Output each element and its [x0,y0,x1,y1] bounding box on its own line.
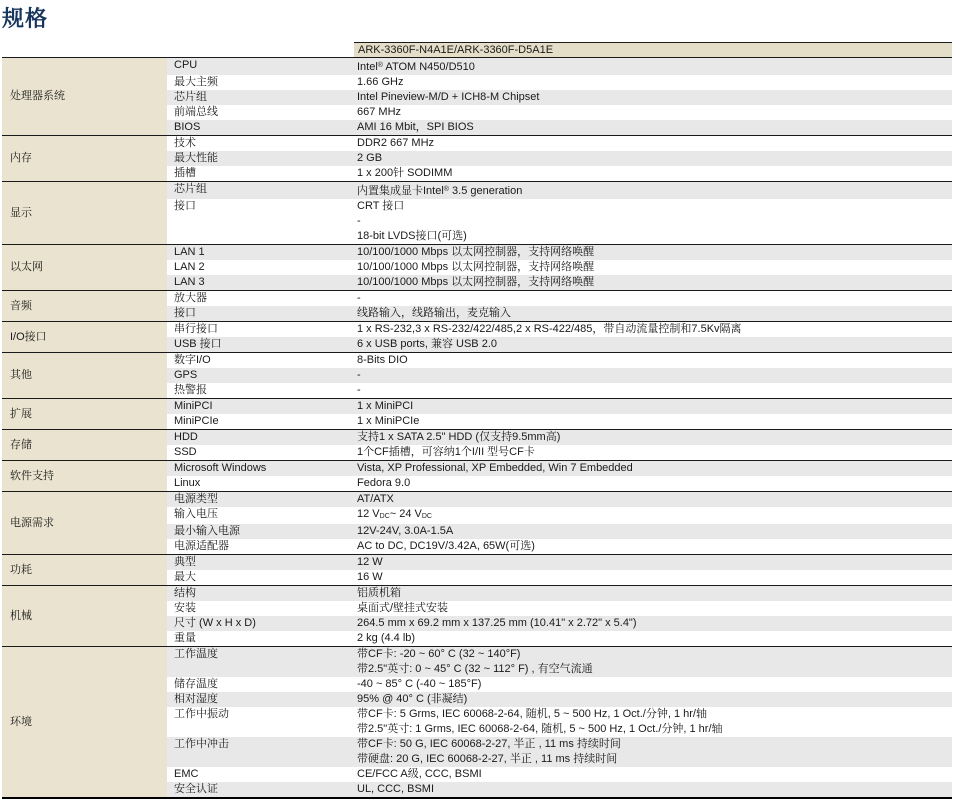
category-cell: 功耗 [2,555,167,585]
spec-row [167,291,952,306]
spec-table-header-row [2,42,952,58]
spec-row [167,105,952,120]
spec-value-line: 1 x 200针 SODIMM [357,167,453,179]
spec-value [354,461,952,476]
spec-value-line: 桌面式/壁挂式安装 [357,602,449,614]
category-cell: 电源需求 [2,492,167,554]
spec-section-1 [2,136,952,182]
spec-row [167,555,952,570]
spec-value [354,291,952,306]
spec-value-line: CRT 接口 [357,200,405,212]
spec-label: HDD [174,431,198,443]
spec-label: Linux [174,477,201,489]
category-cell: 其他 [2,353,167,398]
spec-row [167,322,952,337]
spec-value [354,306,952,321]
spec-value-line: - [357,215,361,227]
spec-label: 最小输入电源 [174,525,240,537]
spec-section-11 [2,555,952,586]
spec-value [354,182,952,199]
spec-value [354,677,952,692]
spec-section-12 [2,586,952,647]
spec-value-line: 1个CF插槽，可容纳1个I/II 型号CF卡 [357,446,535,458]
category-cell: I/O接口 [2,322,167,352]
spec-row [167,199,952,244]
spec-value-line: 带2.5"英寸: 1 Grms, IEC 60068-2-64, 随机, 5 ~ 500 Hz, 1 Oct./分钟, 1 hr/轴 [357,723,723,735]
spec-row [167,539,952,554]
spec-row [167,601,952,616]
spec-value [354,782,952,797]
spec-value [354,616,952,631]
section-rows [167,245,952,290]
spec-label: 相对湿度 [174,693,218,705]
spec-label: LAN 3 [174,276,205,288]
spec-value [354,368,952,383]
spec-value-line: 1 x RS-232,3 x RS-232/422/485,2 x RS-422/485，带自动流量控制和7.5Kv隔离 [357,323,742,335]
spec-row [167,166,952,181]
spec-label: MiniPCIe [174,415,219,427]
section-rows [167,647,952,797]
spec-value [354,539,952,554]
spec-row [167,383,952,398]
spec-value [354,737,952,767]
spec-value [354,647,952,677]
category-cell: 处理器系统 [2,58,167,135]
spec-table-body [2,58,952,799]
spec-value-line: AT/ATX [357,493,394,505]
spec-value-line: AMI 16 Mbit，SPI BIOS [357,121,474,133]
category-cell: 音频 [2,291,167,321]
spec-value [354,555,952,570]
spec-row [167,275,952,290]
section-rows [167,322,952,352]
spec-value-line: 12 W [357,556,383,568]
spec-value-line: 10/100/1000 Mbps 以太网控制器，支持网络唤醒 [357,261,595,273]
spec-value-line: 6 x USB ports, 兼容 USB 2.0 [357,338,497,350]
spec-label: CPU [174,59,198,71]
spec-label: 芯片组 [174,91,207,103]
spec-value-line: - [357,384,361,396]
spec-section-7 [2,399,952,430]
spec-row [167,507,952,524]
category-cell: 环境 [2,647,167,797]
spec-label: SSD [174,446,197,458]
spec-value [354,105,952,120]
spec-value [354,414,952,429]
spec-label: 芯片组 [174,183,207,195]
spec-value-line: Vista, XP Professional, XP Embedded, Win 7 Embedded [357,462,633,474]
spec-value-line: 12V-24V, 3.0A-1.5A [357,525,454,537]
spec-label: 结构 [174,587,196,599]
spec-value [354,275,952,290]
spec-label: 接口 [174,307,196,319]
spec-value [354,245,952,260]
spec-row [167,492,952,507]
spec-row [167,151,952,166]
category-cell: 存储 [2,430,167,460]
spec-value-line: AC to DC, DC19V/3.42A, 65W(可选) [357,540,535,552]
spec-value [354,707,952,737]
spec-label: 串行接口 [174,323,218,335]
spec-value [354,445,952,460]
spec-value [354,90,952,105]
spec-value [354,767,952,782]
spec-section-10 [2,492,952,555]
spec-label: USB 接口 [174,338,222,350]
section-rows [167,430,952,460]
spec-row [167,414,952,429]
spec-row [167,767,952,782]
spec-row [167,647,952,677]
spec-row [167,58,952,75]
category-cell: 内存 [2,136,167,181]
spec-value [354,430,952,445]
spec-value-line: Intel® ATOM N450/D510 [357,61,475,73]
spec-value [354,353,952,368]
spec-value-line: 带CF卡: 5 Grms, IEC 60068-2-64, 随机, 5 ~ 500 Hz, 1 Oct./分钟, 1 hr/轴 [357,708,707,720]
spec-value [354,199,952,244]
spec-value-line: 12 $V_{DC}\sim$ 24 $V_{DC}$ [357,508,432,520]
spec-value [354,601,952,616]
section-rows [167,291,952,321]
spec-row [167,75,952,90]
header-spacer [2,42,354,57]
spec-value-line: 1 x MiniPCIe [357,415,420,427]
spec-value [354,524,952,539]
spec-value-line: 带CF卡: -20 ~ 60° C (32 ~ 140°F) [357,648,521,660]
spec-label: EMC [174,768,199,780]
spec-section-8 [2,430,952,461]
category-cell: 以太网 [2,245,167,290]
spec-row [167,782,952,797]
spec-row [167,737,952,767]
spec-value-line: 2 kg (4.4 lb) [357,632,416,644]
spec-row [167,136,952,151]
spec-label: 技术 [174,137,196,149]
spec-label: GPS [174,369,198,381]
spec-value-line: 667 MHz [357,106,402,118]
spec-label: 热警报 [174,384,207,396]
spec-row [167,260,952,275]
spec-label: 电源类型 [174,493,218,505]
spec-row [167,631,952,646]
spec-value-line: 内置集成显卡Intel® 3.5 generation [357,185,523,197]
spec-row [167,182,952,199]
spec-value [354,322,952,337]
spec-section-5 [2,322,952,353]
spec-value-line: Fedora 9.0 [357,477,411,489]
section-rows [167,461,952,491]
spec-value-line: 带CF卡: 50 G, IEC 60068-2-27, 半正 , 11 ms 持续时间 [357,738,621,750]
spec-label: 插槽 [174,167,196,179]
spec-value [354,476,952,491]
spec-row [167,476,952,491]
section-rows [167,182,952,244]
spec-section-6 [2,353,952,399]
category-cell: 软件支持 [2,461,167,491]
spec-value [354,136,952,151]
spec-label: 安全认证 [174,783,218,795]
spec-value [354,383,952,398]
spec-value-line: 264.5 mm x 69.2 mm x 137.25 mm (10.41" x 2.72" x 5.4") [357,617,637,629]
spec-value [354,260,952,275]
spec-value-line: 带硬盘: 20 G, IEC 60068-2-27, 半正 , 11 ms 持续时间 [357,753,618,765]
spec-value [354,151,952,166]
spec-value [354,75,952,90]
spec-label: LAN 2 [174,261,205,273]
spec-row [167,461,952,476]
section-rows [167,399,952,429]
section-rows [167,492,952,554]
section-rows [167,586,952,646]
spec-value-line: 1.66 GHz [357,76,404,88]
spec-label: 重量 [174,632,196,644]
spec-value-line: 10/100/1000 Mbps 以太网控制器，支持网络唤醒 [357,276,595,288]
spec-value [354,492,952,507]
spec-section-3 [2,245,952,291]
spec-label: 接口 [174,200,196,212]
spec-row [167,120,952,135]
spec-value [354,166,952,181]
spec-value-line: 带2.5"英寸: 0 ~ 45° C (32 ~ 112° F) , 有空气流通 [357,663,593,675]
spec-value-line: -40 ~ 85° C (-40 ~ 185°F) [357,678,482,690]
category-cell: 扩展 [2,399,167,429]
spec-label: BIOS [174,121,201,133]
spec-label: 放大器 [174,292,207,304]
spec-section-13 [2,647,952,799]
spec-row [167,430,952,445]
category-cell: 机械 [2,586,167,646]
spec-label: 工作温度 [174,648,218,660]
spec-row [167,90,952,105]
section-rows [167,555,952,585]
spec-row [167,586,952,601]
spec-label: 储存温度 [174,678,218,690]
spec-section-2 [2,182,952,245]
spec-row [167,570,952,585]
spec-row [167,692,952,707]
spec-table [2,42,952,799]
spec-value [354,58,952,75]
spec-label: 工作中振动 [174,708,229,720]
spec-label: 数字I/O [174,354,211,366]
spec-value-line: DDR2 667 MHz [357,137,435,149]
section-rows [167,58,952,135]
spec-row [167,306,952,321]
spec-label: LAN 1 [174,246,205,258]
section-rows [167,136,952,181]
spec-value [354,586,952,601]
spec-section-0 [2,58,952,136]
spec-label: Microsoft Windows [174,462,267,474]
spec-value-line: 支持1 x SATA 2.5" HDD (仅支持9.5mm高) [357,431,561,443]
spec-value-line: - [357,369,361,381]
spec-value [354,570,952,585]
spec-value-line: 8-Bits DIO [357,354,408,366]
spec-row [167,677,952,692]
spec-row [167,445,952,460]
spec-value [354,631,952,646]
spec-row [167,399,952,414]
spec-label: 安装 [174,602,196,614]
spec-value [354,337,952,352]
spec-value-line: 10/100/1000 Mbps 以太网控制器，支持网络唤醒 [357,246,595,258]
spec-value-line: 2 GB [357,152,383,164]
spec-value-line: Intel Pineview-M/D + ICH8-M Chipset [357,91,540,103]
spec-label: 输入电压 [174,508,218,520]
spec-label: 工作中冲击 [174,738,229,750]
spec-value-line: UL, CCC, BSMI [357,783,435,795]
spec-section-4 [2,291,952,322]
page-title: 规格 [2,6,49,31]
spec-row [167,707,952,737]
spec-value-line: 18-bit LVDS接口(可选) [357,230,467,242]
spec-row [167,245,952,260]
spec-value-line: 16 W [357,571,383,583]
spec-label: MiniPCI [174,400,213,412]
spec-value [354,399,952,414]
spec-section-9 [2,461,952,492]
spec-value-line: 95% @ 40° C (非凝结) [357,693,468,705]
spec-row [167,353,952,368]
product-model-header: ARK-3360F-N4A1E/ARK-3360F-D5A1E [354,42,952,57]
spec-label: 最大主频 [174,76,218,88]
spec-label: 典型 [174,556,196,568]
spec-value [354,692,952,707]
spec-label: 最大 [174,571,196,583]
spec-label: 最大性能 [174,152,218,164]
spec-label: 前端总线 [174,106,218,118]
spec-value [354,120,952,135]
spec-label: 尺寸 (W x H x D) [174,617,256,629]
spec-value [354,507,952,524]
spec-value-line: CE/FCC A级, CCC, BSMI [357,768,482,780]
spec-value-line: 铝质机箱 [357,587,401,599]
spec-value-line: - [357,292,361,304]
spec-row [167,524,952,539]
spec-value-line: 线路输入，线路输出，麦克输入 [357,307,511,319]
spec-row [167,337,952,352]
spec-label: 电源适配器 [174,540,229,552]
section-rows [167,353,952,398]
spec-row [167,368,952,383]
category-cell: 显示 [2,182,167,244]
spec-value-line: 1 x MiniPCI [357,400,414,412]
spec-row [167,616,952,631]
